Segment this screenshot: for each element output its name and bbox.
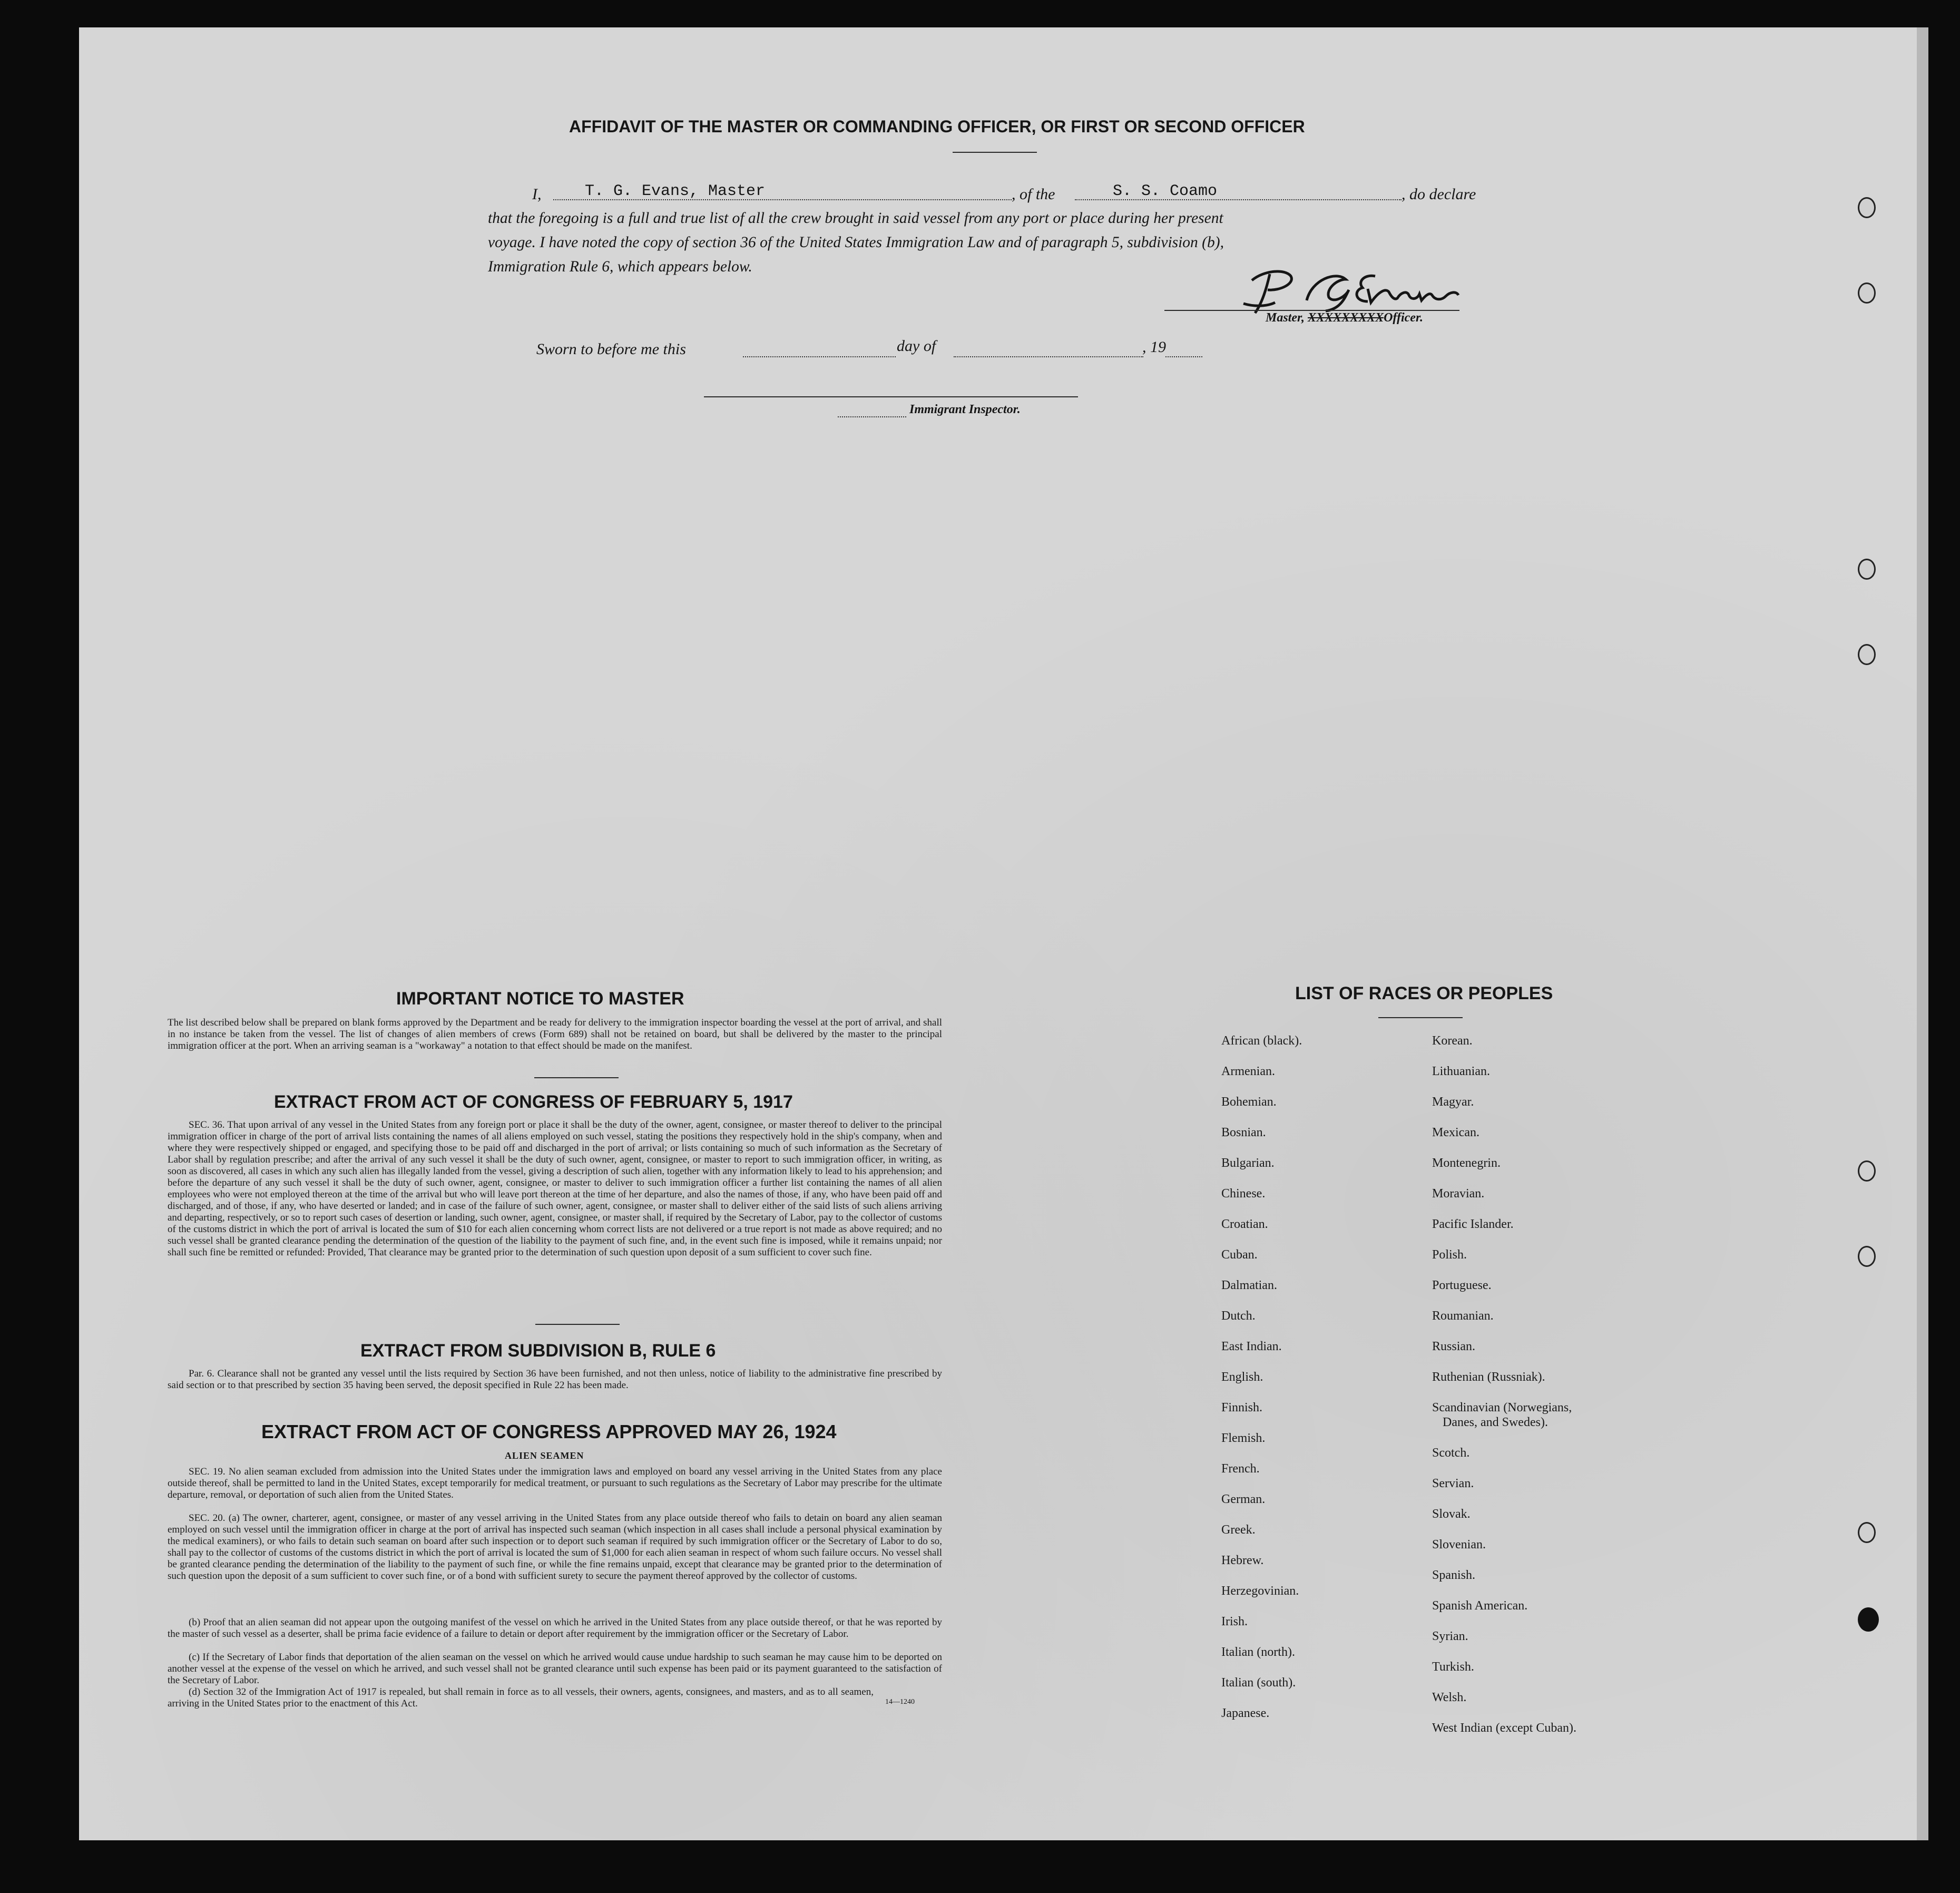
- extract-1924-sec20d: (d) Section 32 of the Immigration Act of 1917 is repealed, but shall remain in force as to all vessels, their owners, agents, consignees, and masters, and as to all seamen, arriving in the United States prior to the enactment of this Act.: [168, 1686, 874, 1709]
- race-item: Flemish.: [1221, 1431, 1266, 1445]
- divider: [953, 152, 1037, 153]
- race-item: Hebrew.: [1221, 1554, 1264, 1567]
- race-item: Armenian.: [1221, 1065, 1275, 1078]
- race-item: Lithuanian.: [1432, 1065, 1490, 1078]
- race-item: Polish.: [1432, 1248, 1467, 1262]
- punch-hole: [1858, 644, 1876, 665]
- master-signature: [1233, 258, 1475, 316]
- affidavit-line-3: voyage. I have noted the copy of section 36 of the United States Immigration Law and of paragraph 5, subdivision (b),: [488, 234, 1224, 251]
- race-item: Chinese.: [1221, 1187, 1266, 1201]
- divider: [535, 1324, 620, 1325]
- race-item: Syrian.: [1432, 1629, 1468, 1643]
- race-item: Turkish.: [1432, 1660, 1474, 1674]
- divider: [534, 1077, 619, 1078]
- divider: [1378, 1017, 1463, 1018]
- race-item: Russian.: [1432, 1340, 1476, 1353]
- race-item: Cuban.: [1221, 1248, 1258, 1262]
- race-item: Spanish American.: [1432, 1599, 1528, 1613]
- race-item: Spanish.: [1432, 1568, 1476, 1582]
- race-item: Magyar.: [1432, 1095, 1474, 1109]
- race-item: Irish.: [1221, 1615, 1248, 1628]
- affidavit-pronoun: I,: [532, 186, 542, 203]
- race-item: West Indian (except Cuban).: [1432, 1721, 1576, 1735]
- extract-1924-sec20c: (c) If the Secretary of Labor finds that deportation of the alien seaman on the vessel on which he arrived would cause undue hardship to such seaman he may cause him to be deported on another vessel at the expense of the vessel on which he arrived, and such vessel shall not be granted clearance until such expense has been paid or its payment guaranteed to the satisfaction of the Secretary of Labor.: [168, 1652, 942, 1686]
- race-item: East Indian.: [1221, 1340, 1282, 1353]
- sworn-day-field: [743, 356, 896, 357]
- affidavit-line-4: Immigration Rule 6, which appears below.: [488, 258, 752, 275]
- race-item: Portuguese.: [1432, 1279, 1492, 1292]
- race-item: Bosnian.: [1221, 1126, 1266, 1139]
- race-item: Scotch.: [1432, 1446, 1470, 1460]
- race-item: Servian.: [1432, 1477, 1474, 1490]
- punch-hole: [1858, 559, 1876, 580]
- extract-1924-title: EXTRACT FROM ACT OF CONGRESS APPROVED MAY 26, 1924: [261, 1421, 837, 1442]
- punch-hole: [1858, 1160, 1876, 1182]
- race-item: Welsh.: [1432, 1691, 1467, 1704]
- race-item: Finnish.: [1221, 1401, 1263, 1414]
- extract-1917-body: SEC. 36. That upon arrival of any vessel in the United States from any foreign port or place it shall be the duty of the owner, agent, consignee, or master thereof to deliver to the principal immigration officer in charge of the port of arrival lists containing the names of all aliens employed on such vessel, stating the positions they respectively hold in the ship's company, when and where they were respectively shipped or engaged, and specifying those to be paid off and discharged in the port of arrival; or lists containing so much of such information as the Secretary of Labor shall by regulation prescribe; and after the arrival of any such vessel it shall be the duty of such owner, agent, consignee, or master to report to such immigration officer, in writing, as soon as discovered, all cases in which any such alien has illegally landed from the vessel, giving a description of such alien, together with any information likely to lead to his apprehension; and before the departure of any such vessel it shall be the duty of such owner, agent, consignee, or master to deliver to such immigration officer a further list containing the names of all alien employees who were not employed thereon at the time of the arrival but who will leave port thereon at the time of her departure, and also the names of those, if any, who have been paid off and discharged, and of those, if any, who have deserted or landed; and in case of the failure of such owner, agent, consignee, or master shall to deliver either of the said lists of such aliens arriving and departing, respectively, or so to report such cases of desertion or landing, such owner, agent, consignee, or master shall, if required by the Secretary of Labor, pay to the collector of customs of the customs district in which the port of arrival is located the sum of $10 for each alien concerning whom correct lists are not delivered or a true report is not made as above required; and no such vessel shall be granted clearance pending the determination of the question of the liability to the payment of such fine, and, in the event such fine is imposed, while it remains unpaid; nor shall such fine be remitted or refunded: Provided, That clearance may be granted prior to the determination of such question upon deposit of a sum sufficient to cover such fine.: [168, 1119, 942, 1258]
- race-item: Dutch.: [1221, 1309, 1256, 1323]
- notice-body: The list described below shall be prepared on blank forms approved by the Department and be ready for delivery to the immigration inspector boarding the vessel at the port of arrival, and shall in no instance be taken from the vessel. The list of changes of alien members of crews (Form 689) shall not be retained on board, but shall be delivered by the master to the principal immigration officer at the port. When an arriving seaman is a "workaway" a notation to that effect should be made on the manifest.: [168, 1017, 942, 1051]
- race-item: Montenegrin.: [1432, 1156, 1501, 1170]
- master-name: T. G. Evans, Master: [585, 182, 766, 200]
- race-item: African (black).: [1221, 1034, 1302, 1048]
- year-label: , 19: [1142, 338, 1166, 356]
- race-item: Pacific Islander.: [1432, 1217, 1514, 1231]
- of-the-label: , of the: [1012, 186, 1055, 203]
- punch-hole: [1858, 1607, 1879, 1632]
- race-item: Herzegovinian.: [1221, 1584, 1299, 1598]
- race-item: French.: [1221, 1462, 1260, 1476]
- form-number: 14—1240: [885, 1698, 915, 1706]
- race-item: Greek.: [1221, 1523, 1256, 1537]
- extract-1924-sec19: SEC. 19. No alien seaman excluded from admission into the United States under the immigration laws and employed on board any vessel arriving in the United States from any place outside thereof, shall be permitted to land in the United States, except temporarily for medical treatment, or pursuant to such regulations as the Secretary of Labor may prescribe for the ultimate departure, removal, or deportation of such alien from the United States.: [168, 1466, 942, 1500]
- race-item: German.: [1221, 1492, 1266, 1506]
- alien-seamen-subtitle: ALIEN SEAMEN: [505, 1450, 584, 1461]
- caption-struck: XXXXXXXXX: [1308, 311, 1384, 325]
- race-item: Bulgarian.: [1221, 1156, 1275, 1170]
- race-item: English.: [1221, 1370, 1263, 1384]
- race-item: Moravian.: [1432, 1187, 1485, 1201]
- notice-title: IMPORTANT NOTICE TO MASTER: [396, 989, 684, 1009]
- extract-1924-sec20a: SEC. 20. (a) The owner, charterer, agent, consignee, or master of any vessel arriving in the United States from any place outside thereof who fails to detain on board any alien seaman employed on such vessel until the immigration officer in charge at the port of arrival has inspected such seaman (which inspection in all cases shall include a personal physical examination by the medical examiners), or who fails to detain such seaman on board after such inspection or to deport such seaman if required by such immigration officer or the Secretary of Labor to do so, shall pay to the collector of customs of the customs district in which the port of arrival is located the sum of $1,000 for each alien seaman in respect of whom such failure occurs. No vessel shall be granted clearance pending the determination of the liability to the payment of such fine, or while the fine remains unpaid, except that clearance may be granted prior to the determination of such question upon the deposit of a sum sufficient to cover such fine, or of a bond with sufficient surety to secure the payment thereof approved by the collector of customs.: [168, 1513, 942, 1582]
- inspector-signature-line: [704, 396, 1078, 397]
- race-item: Ruthenian (Russniak).: [1432, 1370, 1545, 1384]
- race-item: Italian (south).: [1221, 1676, 1296, 1690]
- sworn-year-field: [1165, 356, 1202, 357]
- race-item: Mexican.: [1432, 1126, 1479, 1139]
- extract-rule6-body: Par. 6. Clearance shall not be granted any vessel until the lists required by Section 36 have been furnished, and not then unless, notice of liability to the administrative fine prescribed by said section or to that prescribed by section 35 having been served, the deposit specified in Rule 22 has been made.: [168, 1368, 942, 1391]
- day-of-label: day of: [897, 337, 936, 355]
- signature-caption: [1266, 311, 1423, 325]
- caption-master: Master,: [1266, 311, 1305, 325]
- punch-hole: [1858, 282, 1876, 304]
- race-item: Italian (north).: [1221, 1645, 1295, 1659]
- extract-rule6-title: EXTRACT FROM SUBDIVISION B, RULE 6: [360, 1341, 716, 1361]
- vessel-name: S. S. Coamo: [1113, 182, 1218, 200]
- do-declare-label: , do declare: [1402, 186, 1476, 203]
- extract-1917-title: EXTRACT FROM ACT OF CONGRESS OF FEBRUARY 5, 1917: [274, 1092, 793, 1112]
- race-item: Bohemian.: [1221, 1095, 1277, 1109]
- race-item: Korean.: [1432, 1034, 1473, 1048]
- race-item: Danes, and Swedes).: [1443, 1416, 1548, 1429]
- race-item: Croatian.: [1221, 1217, 1268, 1231]
- race-item: Slovenian.: [1432, 1538, 1486, 1552]
- race-item: Japanese.: [1221, 1706, 1270, 1720]
- race-item: Dalmatian.: [1221, 1279, 1277, 1292]
- races-title: LIST OF RACES OR PEOPLES: [1295, 983, 1553, 1003]
- caption-officer: Officer.: [1384, 311, 1423, 325]
- punch-hole: [1858, 1246, 1876, 1267]
- race-item: Roumanian.: [1432, 1309, 1494, 1323]
- affidavit-line-2: that the foregoing is a full and true list of all the crew brought in said vessel from any port or place during her present: [488, 210, 1223, 227]
- race-item: Scandinavian (Norwegians,: [1432, 1401, 1572, 1414]
- punch-hole: [1858, 197, 1876, 218]
- sworn-label: Sworn to before me this: [536, 340, 686, 358]
- punch-hole: [1858, 1522, 1876, 1543]
- race-item: Slovak.: [1432, 1507, 1471, 1521]
- inspector-dotted-line: [838, 416, 906, 417]
- page-edge: [1917, 27, 1928, 1840]
- inspector-label: Immigrant Inspector.: [909, 403, 1021, 416]
- affidavit-title: AFFIDAVIT OF THE MASTER OR COMMANDING OFFICER, OR FIRST OR SECOND OFFICER: [569, 117, 1305, 136]
- extract-1924-sec20b: (b) Proof that an alien seaman did not appear upon the outgoing manifest of the vessel on which he arrived in the United States from any place outside thereof, or that he was reported by the master of such vessel as a deserter, shall be prima facie evidence of a failure to detain or deport after requirement by the immigration officer or the Secretary of Labor.: [168, 1617, 942, 1640]
- sworn-month-field: [954, 356, 1143, 357]
